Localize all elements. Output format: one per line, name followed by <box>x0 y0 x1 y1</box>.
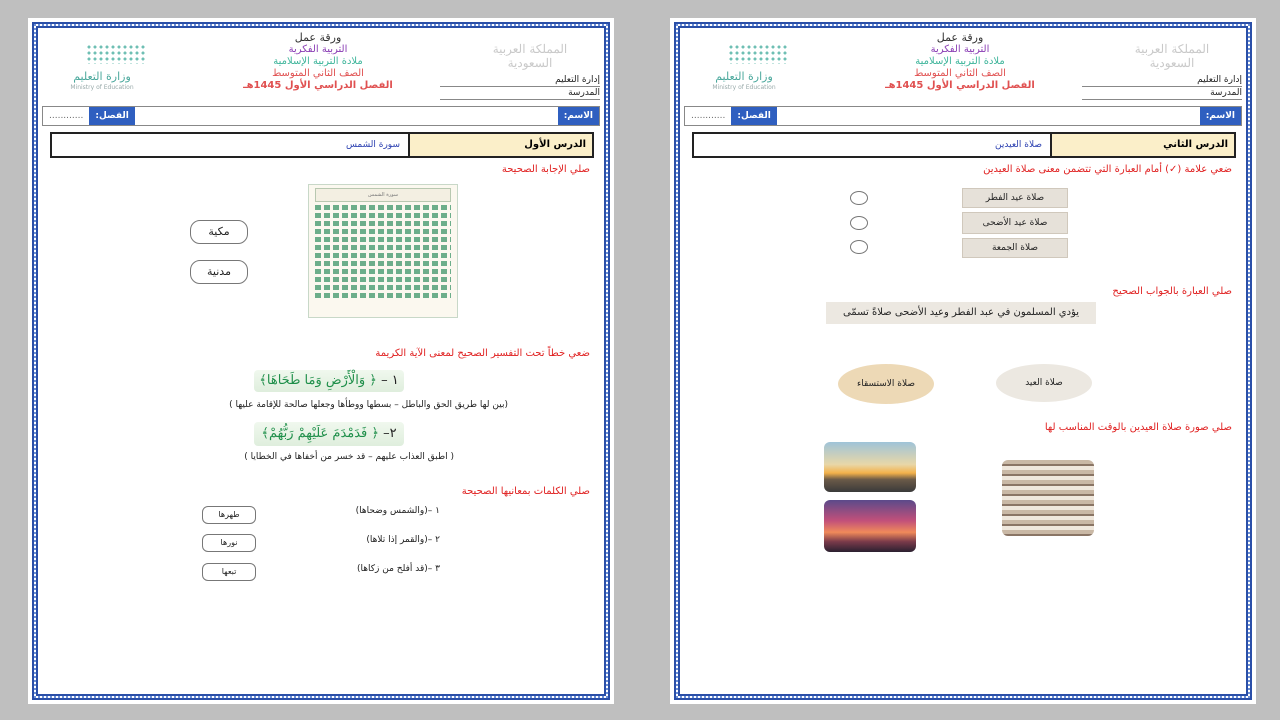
name-label: الاسم: <box>1200 107 1241 125</box>
option-makkiyah[interactable]: مكية <box>190 220 248 244</box>
sunrise-image[interactable] <box>824 442 916 492</box>
item-1-number: ١ – <box>381 373 399 388</box>
lesson-row <box>50 132 594 158</box>
ministry-logo <box>694 44 824 96</box>
check-jumuah[interactable] <box>850 240 868 254</box>
name-label: الاسم: <box>558 107 599 125</box>
class-label: الفصل: <box>731 107 776 125</box>
option-jumuah: صلاة الجمعة <box>962 238 1068 258</box>
section: ملادة التربية الإسلامية <box>273 56 363 67</box>
ayah-1 <box>254 370 404 392</box>
lesson-title: صلاة العيدين <box>995 140 1042 150</box>
header-titles <box>218 32 418 92</box>
subject: التربية الفكرية <box>930 44 990 55</box>
question-sentence: يؤدي المسلمون في عبد الفطر وعيد الأضحى صلاةً تسمّى <box>826 302 1096 324</box>
option-eid-adha: صلاة عيد الأضحى <box>962 212 1068 234</box>
ministry-logo-icon <box>728 44 788 64</box>
worksheet-title: ورقة عمل <box>936 31 984 44</box>
ministry-name-en: Ministry of Education <box>70 84 134 91</box>
ayah-1-options[interactable]: (بين لها طريق الحق والباطل – بسطها ووطأها وجعلها صالحة للإقامة عليها ) <box>229 400 508 410</box>
option-eid-fitr: صلاة عيد الفطر <box>962 188 1068 208</box>
kingdom-logo: المملكة العربية السعودية <box>1134 42 1210 70</box>
worksheet-left <box>28 18 614 704</box>
grade: الصف الثاني المتوسط <box>914 68 1006 79</box>
ayah-1-text: ﴿ وَالْأَرْضِ وَمَا طَحَاهَا﴾ <box>259 373 377 388</box>
sunset-image[interactable] <box>824 500 916 552</box>
admin-fields <box>440 74 600 100</box>
admin-fields <box>1082 74 1242 100</box>
section: ملادة التربية الإسلامية <box>915 56 1005 67</box>
match-word-2[interactable]: نورها <box>202 534 256 552</box>
ministry-name: وزارة التعليم <box>73 70 131 83</box>
option-istisqa[interactable]: صلاة الاستسقاء <box>838 364 934 404</box>
surah-title: سورة الشمس <box>315 188 451 202</box>
admin-label: إدارة التعليم <box>440 74 600 87</box>
eid-prayer-image[interactable] <box>1002 460 1094 536</box>
option-madaniyah[interactable]: مدنية <box>190 260 248 284</box>
question-2: ضعي خطاً تحت التفسير الصحيح لمعنى الآية الكريمة <box>375 348 590 359</box>
item-2-number: ٢– <box>383 426 397 441</box>
header-titles <box>860 32 1060 92</box>
lesson-label: الدرس الأول <box>408 134 592 156</box>
ministry-name: وزارة التعليم <box>715 70 773 83</box>
term: الفصل الدراسي الأول 1445هـ <box>243 80 393 91</box>
ayah-2-text: ﴿ فَدَمْدَمَ عَلَيْهِمْ رَبُّهُمْ﴾ <box>261 426 380 441</box>
match-word-1[interactable]: طهرها <box>202 506 256 524</box>
worksheet-right <box>670 18 1256 704</box>
ministry-name-en: Ministry of Education <box>712 84 776 91</box>
ayah-2-options[interactable]: ( اطبق العذاب عليهم – قد خسر من أخفاها في الخطايا ) <box>244 452 454 462</box>
match-phrase-1: ١ –(والشمس وضحاها) <box>355 506 440 516</box>
name-row <box>684 106 1242 126</box>
lesson-label: الدرس الثاني <box>1050 134 1234 156</box>
check-eid-fitr[interactable] <box>850 191 868 205</box>
question-3: صلي صورة صلاة العيدين بالوقت المناسب لها <box>1044 422 1232 433</box>
option-eid-prayer[interactable]: صلاة العيد <box>996 364 1092 402</box>
match-word-3[interactable]: تبعها <box>202 563 256 581</box>
worksheet-title: ورقة عمل <box>294 31 342 44</box>
question-1: صلي الإجابة الصحيحة <box>501 164 590 175</box>
name-input[interactable] <box>135 107 558 125</box>
kingdom-logo: المملكة العربية السعودية <box>492 42 568 70</box>
ministry-logo-icon <box>86 44 146 64</box>
surah-image <box>308 184 458 318</box>
term: الفصل الدراسي الأول 1445هـ <box>885 80 1035 91</box>
lesson-row <box>692 132 1236 158</box>
class-input[interactable]: ............ <box>691 111 726 121</box>
school-label: المدرسة <box>440 87 600 100</box>
class-label: الفصل: <box>89 107 134 125</box>
grade: الصف الثاني المتوسط <box>272 68 364 79</box>
question-1: ضعي علامة (✓) أمام العبارة التي تتضمن معنى صلاة العيدين <box>983 164 1232 175</box>
ministry-logo <box>52 44 182 96</box>
name-input[interactable] <box>777 107 1200 125</box>
admin-label: إدارة التعليم <box>1082 74 1242 87</box>
name-row <box>42 106 600 126</box>
lesson-title: سورة الشمس <box>345 140 400 150</box>
school-label: المدرسة <box>1082 87 1242 100</box>
class-input[interactable]: ............ <box>49 111 84 121</box>
check-eid-adha[interactable] <box>850 216 868 230</box>
question-2: صلي العبارة بالجواب الصحيح <box>1112 286 1232 297</box>
match-phrase-2: ٢ –(والقمر إذا تلاها) <box>366 535 440 545</box>
match-phrase-3: ٣ –(قد أفلح من زكاها) <box>357 564 440 574</box>
ayah-2 <box>254 422 404 446</box>
question-3: صلي الكلمات بمعانيها الصحيحة <box>461 486 590 497</box>
subject: التربية الفكرية <box>288 44 348 55</box>
